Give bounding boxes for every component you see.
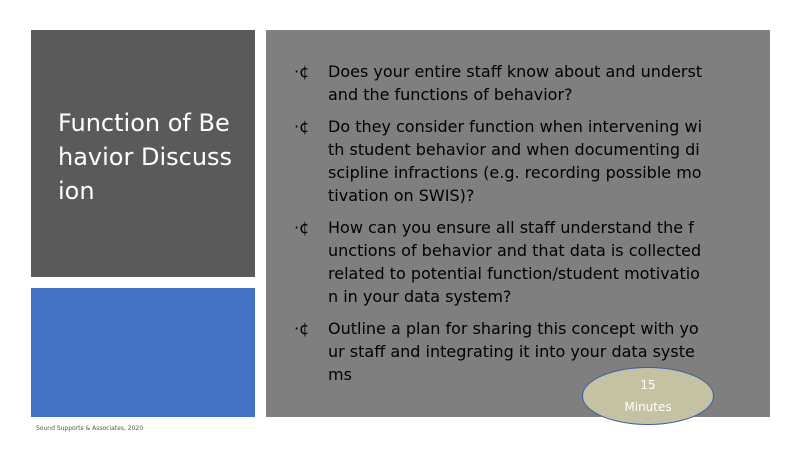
bullet-text: Outline a plan for sharing this concept with your staff and integrating it into your data systems — [328, 319, 699, 384]
decorative-blue-panel — [31, 288, 255, 417]
slide-title: Function of Behavior Discussion — [58, 109, 233, 205]
bullet-icon: ·¢ — [294, 62, 310, 81]
bullet-icon: ·¢ — [294, 218, 310, 237]
timer-badge — [582, 367, 714, 425]
title-panel — [31, 30, 255, 277]
bullet-icon: ·¢ — [294, 319, 310, 338]
bullet-text: Does your entire staff know about and understand the functions of behavior? — [328, 62, 703, 104]
timer-unit: Minutes — [624, 400, 672, 414]
discussion-questions-list — [294, 60, 744, 395]
bullet-icon: ·¢ — [294, 117, 310, 136]
footer-credit: Sound Supports & Associates, 2020 — [36, 425, 144, 432]
timer-value: 15 — [640, 378, 656, 392]
list-item — [294, 115, 744, 207]
content-panel — [266, 30, 770, 417]
list-item — [294, 216, 744, 308]
list-item — [294, 60, 744, 106]
bullet-text: Do they consider function when intervening with student behavior and when documenting discipline infractions (e.g. recording possible motivation on SWIS)? — [328, 117, 703, 205]
bullet-text: How can you ensure all staff understand the functions of behavior and that data is collected related to potential function/student motivation in your data system? — [328, 218, 702, 306]
